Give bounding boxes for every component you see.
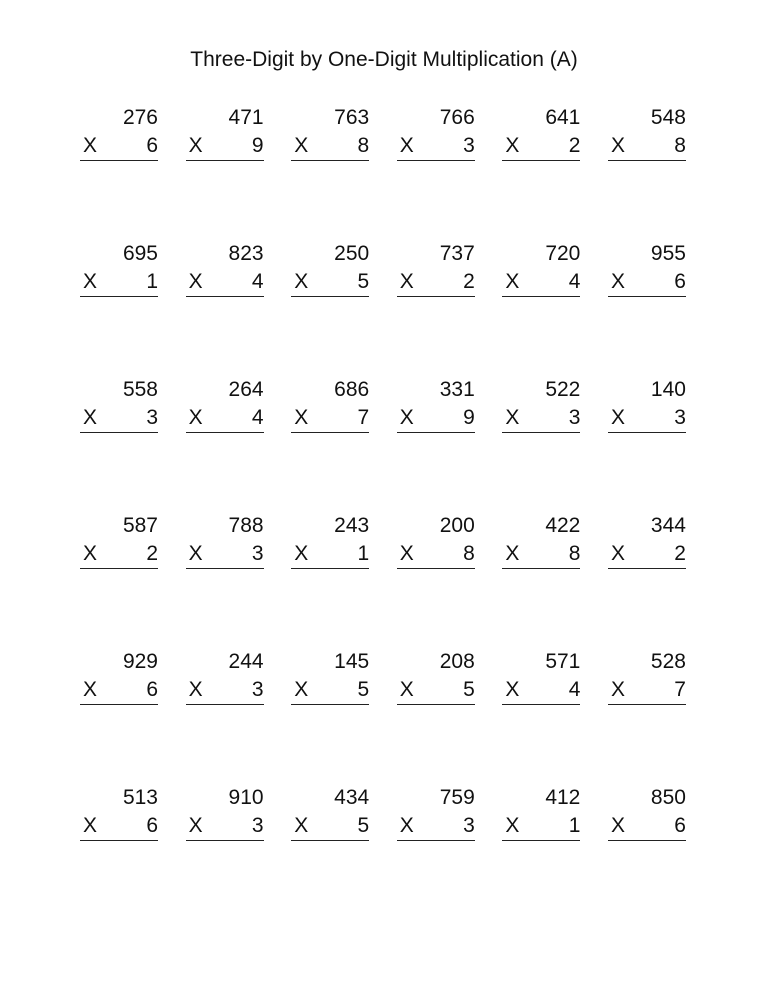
multiplicand: 759 [439,786,475,809]
multiplier: 6 [146,134,158,157]
multiplier-row [502,812,580,841]
multiplicand: 331 [439,378,475,401]
multiplier-row [608,132,686,161]
multiplicand: 522 [545,378,581,401]
multiplier: 2 [146,542,158,565]
problem-6-1 [80,784,158,844]
multiplier-row [397,132,475,161]
multiplier: 3 [251,678,264,701]
multiply-sign: X [294,406,309,429]
problem-1-1 [80,104,158,164]
problem-2-3 [291,240,369,300]
multiplicand: 412 [545,786,581,809]
problem-5-6 [608,648,686,708]
multiplier: 2 [463,270,475,293]
multiplier-row [80,540,158,569]
multiplier: 3 [674,406,686,429]
multiplicand: 763 [334,106,370,129]
problem-1-2 [186,104,264,164]
problem-grid [80,104,686,920]
multiplier: 7 [674,678,686,701]
multiplier: 6 [674,814,686,837]
multiply-sign: X [188,542,203,565]
multiplier: 8 [568,542,581,565]
problem-4-1 [80,512,158,572]
problem-1-6 [608,104,686,164]
multiplier: 3 [463,134,475,157]
multiply-sign: X [610,542,625,565]
multiplier-row [397,540,475,569]
multiply-sign: X [505,678,520,701]
multiplier: 8 [674,134,686,157]
multiplier-row [502,540,580,569]
multiplier-row [502,132,580,161]
multiplier: 2 [568,134,581,157]
multiplier-row [397,268,475,297]
problem-6-4 [397,784,475,844]
multiplier: 1 [357,542,370,565]
multiplicand: 434 [334,786,370,809]
problem-2-6 [608,240,686,300]
multiplier: 6 [146,678,158,701]
multiplier: 3 [463,814,475,837]
multiply-sign: X [505,542,520,565]
problem-3-3 [291,376,369,436]
multiply-sign: X [83,406,98,429]
multiplier-row [397,676,475,705]
multiplier-row [502,268,580,297]
multiply-sign: X [399,270,414,293]
multiply-sign: X [188,406,203,429]
multiply-sign: X [83,134,98,157]
multiplicand: 513 [122,786,158,809]
multiplier-row [186,540,264,569]
multiply-sign: X [188,134,203,157]
problem-4-3 [291,512,369,572]
multiplier-row [291,812,369,841]
multiply-sign: X [83,814,98,837]
multiplicand: 145 [334,650,370,673]
multiply-sign: X [399,678,414,701]
multiplier-row [291,132,369,161]
multiplicand: 788 [228,514,264,537]
multiply-sign: X [610,270,625,293]
multiplicand: 250 [334,242,370,265]
multiplicand: 720 [545,242,581,265]
multiplier: 2 [674,542,686,565]
problem-4-2 [186,512,264,572]
multiplier-row [291,268,369,297]
multiply-sign: X [399,406,414,429]
multiplicand: 140 [650,378,686,401]
worksheet-title: Three-Digit by One-Digit Multiplication (A) [190,48,578,71]
multiplier-row [80,268,158,297]
multiplier: 6 [146,814,158,837]
multiply-sign: X [610,134,625,157]
multiply-sign: X [505,814,520,837]
problem-2-5 [502,240,580,300]
problem-3-2 [186,376,264,436]
multiplier: 3 [568,406,581,429]
multiplier-row [291,676,369,705]
problem-5-5 [502,648,580,708]
problem-4-4 [397,512,475,572]
multiplier: 5 [357,814,370,837]
multiply-sign: X [83,542,98,565]
problem-3-5 [502,376,580,436]
multiplier: 6 [674,270,686,293]
multiplier: 5 [357,678,370,701]
multiplier: 9 [251,134,264,157]
multiply-sign: X [188,814,203,837]
multiplier-row [608,268,686,297]
multiplicand: 528 [650,650,686,673]
multiplicand: 208 [439,650,475,673]
multiply-sign: X [188,270,203,293]
multiplicand: 244 [228,650,264,673]
multiplicand: 686 [334,378,370,401]
multiplier-row [186,132,264,161]
problem-5-1 [80,648,158,708]
multiplicand: 929 [122,650,158,673]
multiplier-row [397,812,475,841]
problem-5-3 [291,648,369,708]
multiplier-row [80,132,158,161]
problem-6-5 [502,784,580,844]
multiply-sign: X [294,814,309,837]
multiplicand: 737 [439,242,475,265]
multiplier: 7 [357,406,370,429]
multiply-sign: X [610,814,625,837]
problem-3-1 [80,376,158,436]
problem-4-6 [608,512,686,572]
multiplicand: 766 [439,106,475,129]
multiplier: 8 [357,134,370,157]
multiplier: 8 [463,542,475,565]
multiplicand: 587 [122,514,158,537]
multiplicand: 344 [650,514,686,537]
multiply-sign: X [505,270,520,293]
multiply-sign: X [294,134,309,157]
multiplicand: 200 [439,514,475,537]
problem-2-2 [186,240,264,300]
multiplier: 5 [463,678,475,701]
multiply-sign: X [83,270,98,293]
problem-1-3 [291,104,369,164]
problem-3-6 [608,376,686,436]
problem-6-2 [186,784,264,844]
multiply-sign: X [399,542,414,565]
problem-4-5 [502,512,580,572]
multiplier-row [608,676,686,705]
multiplicand: 641 [545,106,581,129]
multiplier: 4 [568,678,581,701]
multiplier-row [608,812,686,841]
problem-3-4 [397,376,475,436]
multiplicand: 558 [122,378,158,401]
multiplicand: 422 [545,514,581,537]
multiplicand: 571 [545,650,581,673]
problem-6-3 [291,784,369,844]
multiplier-row [608,540,686,569]
multiplicand: 955 [650,242,686,265]
problem-2-1 [80,240,158,300]
multiply-sign: X [83,678,98,701]
multiplier: 1 [146,270,158,293]
multiplicand: 264 [228,378,264,401]
multiplier-row [186,268,264,297]
multiply-sign: X [610,406,625,429]
multiplier: 4 [568,270,581,293]
multiplier-row [502,676,580,705]
multiply-sign: X [399,134,414,157]
multiplier-row [80,676,158,705]
multiplicand: 471 [228,106,264,129]
multiplicand: 548 [650,106,686,129]
multiplicand: 276 [122,106,158,129]
problem-5-2 [186,648,264,708]
multiplier-row [397,404,475,433]
problem-1-5 [502,104,580,164]
multiply-sign: X [188,678,203,701]
multiplier-row [291,540,369,569]
multiplicand: 695 [122,242,158,265]
multiply-sign: X [505,406,520,429]
multiplicand: 243 [334,514,370,537]
multiplier: 3 [146,406,158,429]
multiply-sign: X [294,270,309,293]
multiply-sign: X [399,814,414,837]
multiplier: 3 [251,542,264,565]
problem-6-6 [608,784,686,844]
multiplier-row [186,812,264,841]
multiplicand: 850 [650,786,686,809]
multiplier: 1 [568,814,581,837]
multiply-sign: X [610,678,625,701]
multiply-sign: X [505,134,520,157]
problem-5-4 [397,648,475,708]
multiplier-row [608,404,686,433]
multiplier-row [502,404,580,433]
multiplier-row [291,404,369,433]
multiplier-row [80,404,158,433]
problem-1-4 [397,104,475,164]
multiplier: 4 [251,406,264,429]
problem-2-4 [397,240,475,300]
multiplier: 4 [251,270,264,293]
multiplier: 3 [251,814,264,837]
multiplier: 5 [357,270,370,293]
multiply-sign: X [294,542,309,565]
multiplier: 9 [463,406,475,429]
multiply-sign: X [294,678,309,701]
multiplier-row [186,676,264,705]
multiplier-row [80,812,158,841]
multiplicand: 823 [228,242,264,265]
multiplicand: 910 [228,786,264,809]
multiplier-row [186,404,264,433]
